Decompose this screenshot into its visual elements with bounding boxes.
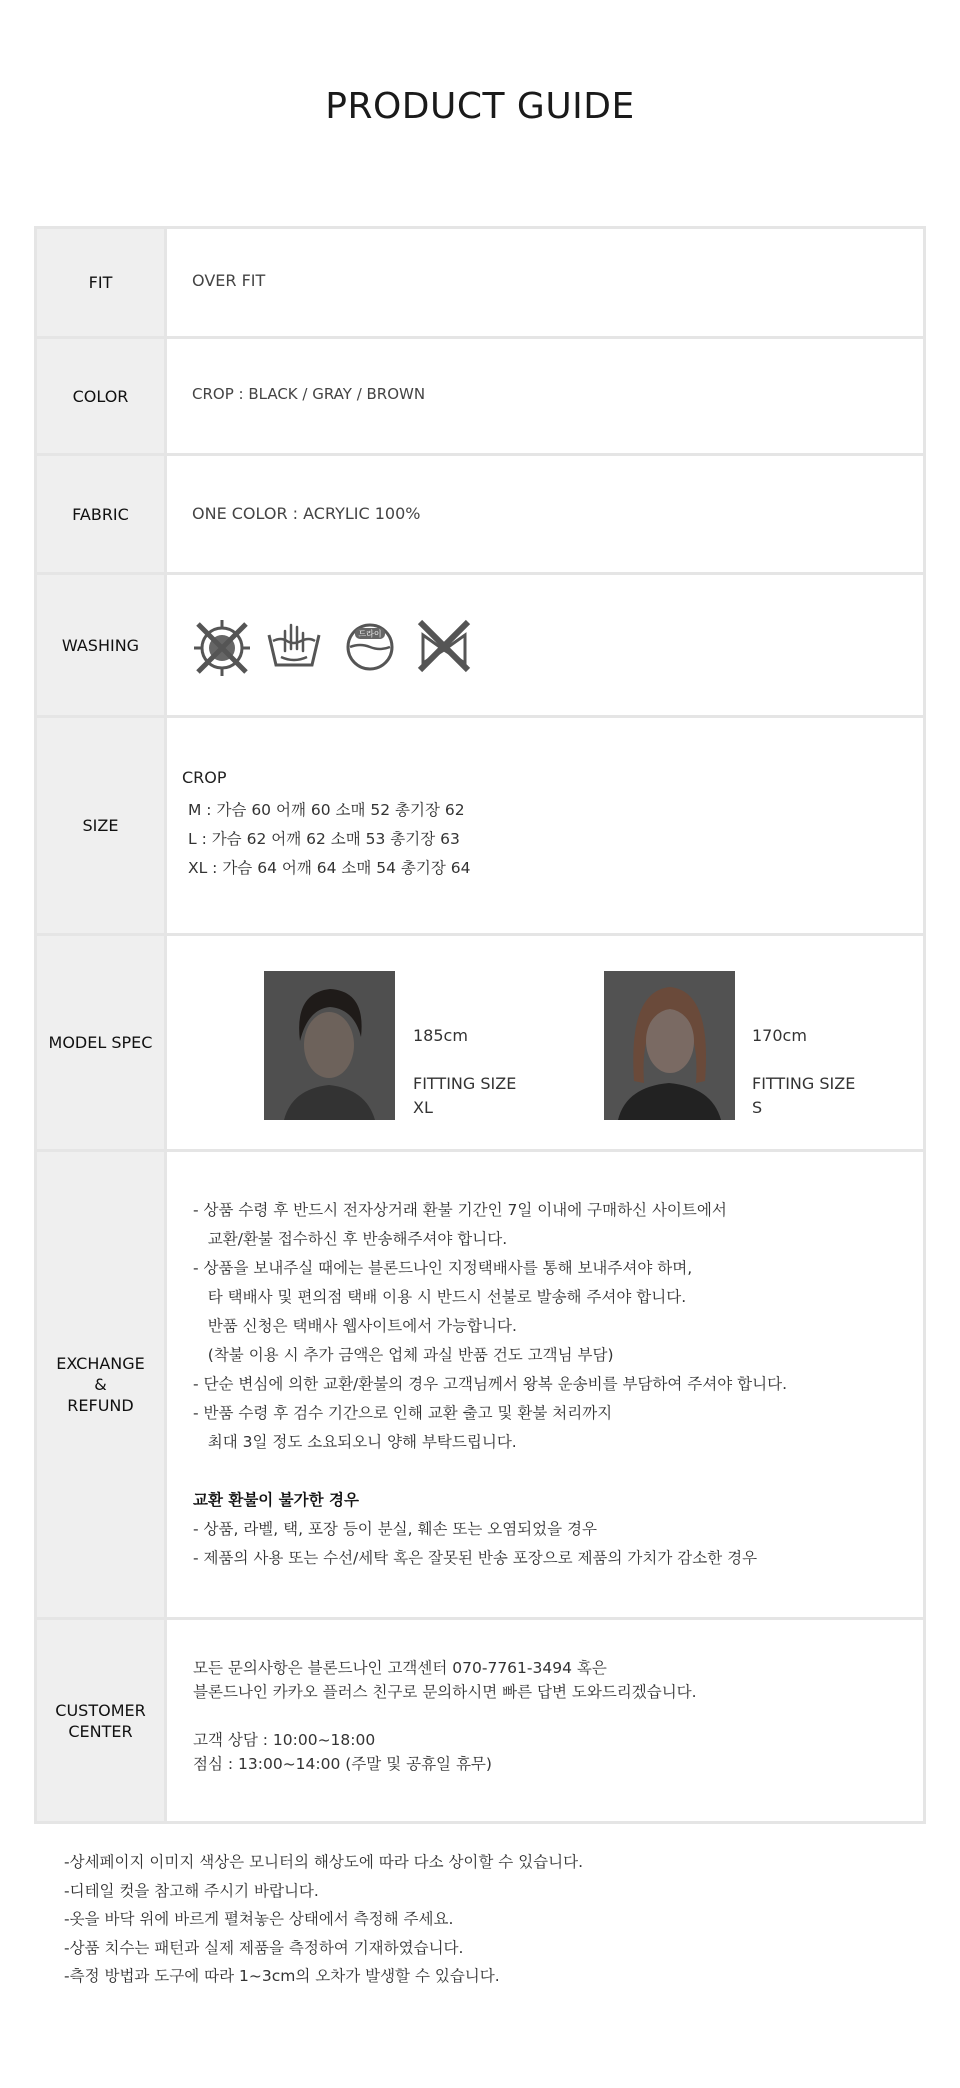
fit-row	[37, 229, 923, 336]
exchange-line: - 상품을 보내주실 때에는 블론드나인 지정택배사를 통해 보내주셔야 하며,	[193, 1259, 693, 1277]
model-spec-row	[37, 936, 923, 1149]
customer-hours-consult: 고객 상담 : 10:00~18:00	[193, 1731, 376, 1749]
fabric-row	[37, 456, 923, 572]
exchange-refund-row	[37, 1152, 923, 1617]
size-line-l: L : 가슴 62 어깨 62 소매 53 총기장 63	[188, 830, 460, 848]
customer-center-text	[193, 1656, 697, 1776]
exchange-label-line-3: REFUND	[67, 1396, 134, 1415]
notes-list	[64, 1848, 583, 1991]
color-label: COLOR	[37, 339, 164, 453]
page-title: PRODUCT GUIDE	[325, 86, 635, 127]
customer-label-line-1: CUSTOMER	[55, 1700, 146, 1720]
exchange-refund-label	[37, 1152, 164, 1617]
model-fitting-label-female: FITTING SIZE	[752, 1074, 856, 1093]
no-bleach-icon	[415, 617, 473, 675]
customer-label-line-2: CENTER	[68, 1721, 133, 1741]
model-photo-male	[264, 971, 395, 1120]
not-allowed-line: - 제품의 사용 또는 수선/세탁 혹은 잘못된 반송 포장으로 제품의 가치가 감소한 경우	[193, 1549, 758, 1567]
dry-clean-text: 드라이	[358, 629, 382, 639]
product-guide-table	[34, 226, 926, 1824]
washing-label: WASHING	[37, 575, 164, 715]
fabric-label: FABRIC	[37, 456, 164, 572]
customer-center-label	[37, 1620, 164, 1821]
fabric-value: ONE COLOR : ACRYLIC 100%	[192, 504, 421, 523]
exchange-line: 반품 신청은 택배사 웹사이트에서 가능합니다.	[193, 1317, 517, 1335]
not-allowed-line: - 상품, 라벨, 택, 포장 등이 분실, 훼손 또는 오염되었을 경우	[193, 1520, 597, 1538]
exchange-policy-text	[193, 1196, 787, 1573]
exchange-line: (착불 이용 시 추가 금액은 업체 과실 반품 건도 고객님 부담)	[193, 1346, 614, 1364]
note-item: -옷을 바닥 위에 바르게 펼쳐놓은 상태에서 측정해 주세요.	[64, 1910, 454, 1928]
exchange-label-line-1: EXCHANGE	[56, 1354, 145, 1373]
model-height-male: 185cm	[413, 1026, 468, 1045]
note-item: -디테일 컷을 참고해 주시기 바랍니다.	[64, 1881, 319, 1900]
size-line-xl: XL : 가슴 64 어깨 64 소매 54 총기장 64	[188, 859, 471, 877]
exchange-line: - 상품 수령 후 반드시 전자상거래 환불 기간인 7일 이내에 구매하신 사이트에서	[193, 1201, 727, 1219]
color-value: CROP : BLACK / GRAY / BROWN	[192, 385, 426, 403]
model-fitting-size-female: S	[752, 1098, 763, 1117]
customer-line: 블론드나인 카카오 플러스 친구로 문의하시면 빠른 답변 도와드리겠습니다.	[193, 1683, 697, 1701]
exchange-label-line-2: &	[94, 1375, 107, 1394]
model-height-female: 170cm	[752, 1026, 807, 1045]
exchange-line: 최대 3일 정도 소요되오니 양해 부탁드립니다.	[193, 1433, 517, 1451]
exchange-line: - 반품 수령 후 검수 기간으로 인해 교환 출고 및 환불 처리까지	[193, 1404, 613, 1422]
fit-value: OVER FIT	[192, 271, 266, 290]
note-item: -측정 방법과 도구에 따라 1~3cm의 오차가 발생할 수 있습니다.	[64, 1967, 500, 1985]
note-item: -상세페이지 이미지 색상은 모니터의 해상도에 따라 다소 상이할 수 있습니다.	[64, 1853, 584, 1871]
dry-clean-icon	[344, 617, 396, 675]
no-machine-wash-icon	[189, 617, 255, 679]
customer-hours-lunch: 점심 : 13:00~14:00 (주말 및 공휴일 휴무)	[193, 1755, 492, 1773]
size-line-m: M : 가슴 60 어깨 60 소매 52 총기장 62	[188, 801, 465, 819]
model-fitting-size-male: XL	[413, 1098, 433, 1117]
exchange-line: - 단순 변심에 의한 교환/환불의 경우 고객님께서 왕복 운송비를 부담하여 주셔야 합니다.	[193, 1375, 787, 1393]
size-list	[188, 796, 470, 883]
washing-row	[37, 575, 923, 715]
model-fitting-label-male: FITTING SIZE	[413, 1074, 517, 1093]
note-item: -상품 치수는 패턴과 실제 제품을 측정하여 기재하였습니다.	[64, 1938, 464, 1957]
color-row	[37, 339, 923, 453]
size-heading: CROP	[182, 768, 227, 787]
customer-line: 모든 문의사항은 블론드나인 고객센터 070-7761-3494 혹은	[193, 1659, 607, 1677]
size-row	[37, 718, 923, 933]
model-photo-female	[604, 971, 735, 1120]
customer-center-row	[37, 1620, 923, 1821]
size-label: SIZE	[37, 718, 164, 933]
model-spec-label: MODEL SPEC	[37, 936, 164, 1149]
exchange-line: 교환/환불 접수하신 후 반송해주셔야 합니다.	[193, 1230, 508, 1248]
hand-wash-icon	[265, 617, 323, 675]
exchange-line: 타 택배사 및 편의점 택배 이용 시 반드시 선불로 발송해 주셔야 합니다.	[193, 1288, 687, 1306]
not-allowed-title: 교환 환불이 불가한 경우	[193, 1491, 359, 1509]
fit-label: FIT	[37, 229, 164, 336]
